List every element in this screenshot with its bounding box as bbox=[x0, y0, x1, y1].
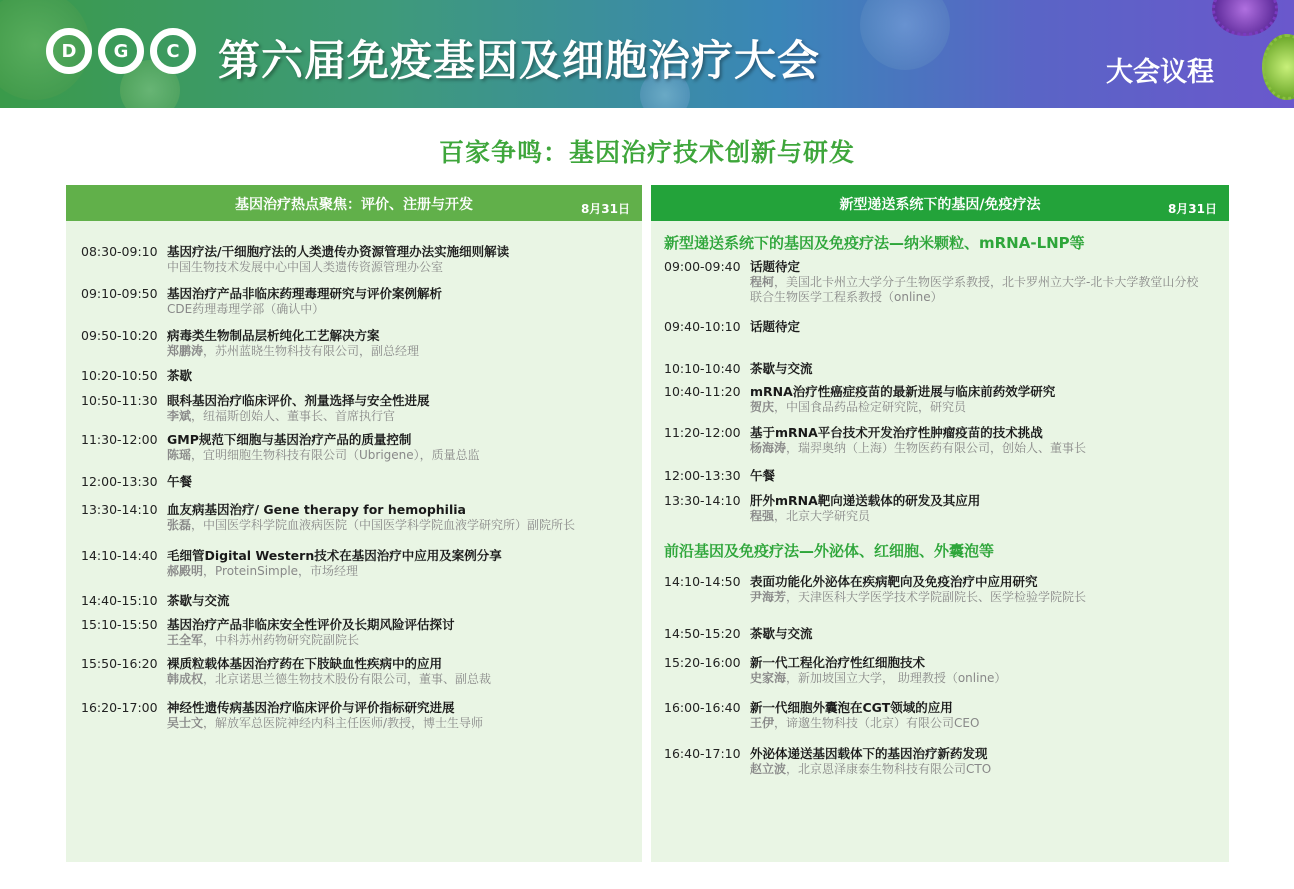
agenda-speaker bbox=[167, 671, 491, 688]
agenda-time: 14:50-15:20 bbox=[664, 626, 741, 641]
agenda-time: 10:50-11:30 bbox=[81, 393, 158, 408]
logo-letter: G bbox=[98, 28, 144, 74]
agenda-label: 大会议程 bbox=[1106, 57, 1214, 88]
agenda-time: 15:20-16:00 bbox=[664, 655, 741, 670]
agenda-time: 14:10-14:40 bbox=[81, 548, 158, 563]
agenda-title: 外泌体递送基因载体下的基因治疗新药发现 bbox=[750, 746, 988, 761]
agenda-time: 12:00-13:30 bbox=[664, 468, 741, 483]
agenda-title: 话题待定 bbox=[750, 259, 801, 274]
virus-decoration-icon bbox=[1212, 0, 1278, 36]
speaker-affiliation: CDE药理毒理学部（确认中） bbox=[167, 302, 325, 316]
agenda-title: 毛细管Digital Western技术在基因治疗中应用及案例分享 bbox=[167, 548, 502, 563]
agenda-speaker bbox=[167, 301, 324, 318]
speaker-affiliation: ，北京大学研究员 bbox=[774, 509, 871, 523]
agenda-time: 14:40-15:10 bbox=[81, 593, 158, 608]
speaker-affiliation: ，美国北卡州立大学分子生物医学系教授，北卡罗州立大学-北卡大学教堂山分校 bbox=[774, 275, 1199, 289]
agenda-speaker bbox=[167, 517, 575, 534]
speaker-affiliation: ，解放军总医院神经内科主任医师/教授，博士生导师 bbox=[203, 716, 484, 730]
speaker-affiliation-continued: 联合生物医学工程系教授（online） bbox=[750, 290, 943, 304]
agenda-time: 16:20-17:00 bbox=[81, 700, 158, 715]
speaker-name: 赵立波 bbox=[750, 762, 787, 776]
session-title: 基因治疗热点聚焦：评价、注册与开发 bbox=[235, 197, 473, 213]
agenda-time: 13:30-14:10 bbox=[664, 493, 741, 508]
agenda-time: 15:50-16:20 bbox=[81, 656, 158, 671]
speaker-name: 韩成权 bbox=[167, 672, 204, 686]
speaker-name: 李斌 bbox=[167, 409, 192, 423]
agenda-title: 基因治疗产品非临床药理毒理研究与评价案例解析 bbox=[167, 286, 443, 301]
speaker-name: 王全军 bbox=[167, 633, 204, 647]
speaker-name: 郑鹏涛 bbox=[167, 344, 204, 358]
agenda-title: 肝外mRNA靶向递送载体的研发及其应用 bbox=[750, 493, 981, 508]
speaker-affiliation: ，谛邈生物科技（北京）有限公司CEO bbox=[774, 716, 980, 730]
speaker-name: 史家海 bbox=[750, 671, 787, 685]
agenda-title: 表面功能化外泌体在疾病靶向及免疫治疗中应用研究 bbox=[750, 574, 1038, 589]
speaker-name: 张磊 bbox=[167, 518, 192, 532]
agenda-title: 血友病基因治疗/ Gene therapy for hemophilia bbox=[167, 502, 466, 517]
right-session-header bbox=[651, 185, 1229, 221]
speaker-affiliation: ，纽福斯创始人、董事长、首席执行官 bbox=[191, 409, 396, 423]
agenda-speaker bbox=[167, 632, 359, 649]
agenda-time: 08:30-09:10 bbox=[81, 244, 158, 259]
agenda-speaker bbox=[750, 508, 870, 525]
session-date: 8月31日 bbox=[1167, 202, 1217, 216]
agenda-title: 午餐 bbox=[750, 468, 776, 483]
session-date: 8月31日 bbox=[580, 202, 630, 216]
cell-decoration-icon bbox=[860, 0, 950, 70]
agenda-title: 话题待定 bbox=[750, 319, 801, 334]
speaker-affiliation: ，宜明细胞生物科技有限公司（Ubrigene），质量总监 bbox=[191, 448, 480, 462]
agenda-title: 茶歇 bbox=[167, 368, 193, 383]
agenda-time: 10:20-10:50 bbox=[81, 368, 158, 383]
right-session-panel bbox=[651, 185, 1229, 862]
speaker-name: 贺庆 bbox=[750, 400, 775, 414]
speaker-name: 吴士文 bbox=[167, 716, 204, 730]
subsection-heading: 前沿基因及免疫疗法—外泌体、红细胞、外囊泡等 bbox=[664, 542, 995, 560]
virus-decoration-icon bbox=[1262, 34, 1294, 100]
agenda-speaker bbox=[750, 589, 1086, 606]
agenda-title: 茶歇与交流 bbox=[750, 361, 813, 376]
agenda-title: 基于mRNA平台技术开发治疗性肿瘤疫苗的技术挑战 bbox=[750, 425, 1043, 440]
speaker-name: 尹海芳 bbox=[750, 590, 787, 604]
logo-letter: C bbox=[150, 28, 196, 74]
agenda-title: 病毒类生物制品层析纯化工艺解决方案 bbox=[167, 328, 380, 343]
agenda-speaker bbox=[167, 343, 419, 360]
agenda-speaker bbox=[167, 563, 358, 580]
agenda-time: 13:30-14:10 bbox=[81, 502, 158, 517]
agenda-speaker bbox=[167, 715, 483, 732]
speaker-affiliation: ，瑞羿奥纳（上海）生物医药有限公司，创始人、董事长 bbox=[786, 441, 1087, 455]
agenda-time: 14:10-14:50 bbox=[664, 574, 741, 589]
agenda-time: 09:10-09:50 bbox=[81, 286, 158, 301]
agenda-time: 09:00-09:40 bbox=[664, 259, 741, 274]
speaker-affiliation: ，中国食品药品检定研究院，研究员 bbox=[774, 400, 967, 414]
agenda-speaker bbox=[167, 259, 443, 276]
agenda-time: 16:00-16:40 bbox=[664, 700, 741, 715]
agenda-title: GMP规范下细胞与基因治疗产品的质量控制 bbox=[167, 432, 412, 447]
session-title: 新型递送系统下的基因/免疫疗法 bbox=[839, 197, 1041, 213]
speaker-affiliation: ，中国医学科学院血液病医院（中国医学科学院血液学研究所）副院所长 bbox=[191, 518, 576, 532]
speaker-name: 郝殿明 bbox=[167, 564, 204, 578]
dgc-logo bbox=[46, 28, 196, 74]
agenda-title: 午餐 bbox=[167, 474, 193, 489]
speaker-name: 陈瑶 bbox=[167, 448, 192, 462]
agenda-speaker bbox=[167, 447, 480, 464]
speaker-name: 杨海涛 bbox=[750, 441, 787, 455]
speaker-affiliation: ，北京恩泽康泰生物科技有限公司CTO bbox=[786, 762, 992, 776]
agenda-speaker bbox=[750, 715, 979, 732]
agenda-title: 神经性遗传病基因治疗临床评价与评价指标研究进展 bbox=[167, 700, 455, 715]
agenda-speaker bbox=[750, 440, 1086, 457]
agenda-time: 10:10-10:40 bbox=[664, 361, 741, 376]
agenda-speaker bbox=[750, 399, 966, 416]
agenda-time: 11:30-12:00 bbox=[81, 432, 158, 447]
agenda-time: 12:00-13:30 bbox=[81, 474, 158, 489]
speaker-affiliation: ，新加坡国立大学， 助理教授（online） bbox=[786, 671, 1007, 685]
agenda-speaker bbox=[750, 670, 1006, 687]
agenda-title: 基因治疗产品非临床安全性评价及长期风险评估探讨 bbox=[167, 617, 455, 632]
agenda-title: 眼科基因治疗临床评价、剂量选择与安全性进展 bbox=[167, 393, 430, 408]
speaker-affiliation: 中国生物技术发展中心中国人类遗传资源管理办公室 bbox=[167, 260, 444, 274]
agenda-time: 15:10-15:50 bbox=[81, 617, 158, 632]
agenda-time: 11:20-12:00 bbox=[664, 425, 741, 440]
agenda-speaker bbox=[167, 408, 395, 425]
speaker-affiliation: ，ProteinSimple，市场经理 bbox=[203, 564, 359, 578]
logo-letter: D bbox=[46, 28, 92, 74]
agenda-title: 新一代工程化治疗性红细胞技术 bbox=[750, 655, 926, 670]
speaker-affiliation: ，天津医科大学医学技术学院副院长、医学检验学院院长 bbox=[786, 590, 1087, 604]
subsection-heading: 新型递送系统下的基因及免疫疗法—纳米颗粒、mRNA-LNP等 bbox=[664, 234, 1085, 252]
speaker-affiliation: ，中科苏州药物研究院副院长 bbox=[203, 633, 360, 647]
agenda-time: 10:40-11:20 bbox=[664, 384, 741, 399]
speaker-name: 王伊 bbox=[750, 716, 775, 730]
agenda-title: mRNA治疗性癌症疫苗的最新进展与临床前药效学研究 bbox=[750, 384, 1056, 399]
speaker-affiliation: ，苏州蓝晓生物科技有限公司，副总经理 bbox=[203, 344, 420, 358]
agenda-speaker bbox=[750, 761, 991, 778]
agenda-time: 16:40-17:10 bbox=[664, 746, 741, 761]
speaker-name: 程柯 bbox=[750, 275, 775, 289]
agenda-title: 裸质粒载体基因治疗药在下肢缺血性疾病中的应用 bbox=[167, 656, 443, 671]
agenda-title: 新一代细胞外囊泡在CGT领域的应用 bbox=[750, 700, 953, 715]
speaker-name: 程强 bbox=[750, 509, 775, 523]
agenda-title: 茶歇与交流 bbox=[167, 593, 230, 608]
agenda-time: 09:40-10:10 bbox=[664, 319, 741, 334]
header-banner bbox=[0, 0, 1294, 108]
speaker-affiliation: ，北京诺思兰德生物技术股份有限公司，董事、副总裁 bbox=[203, 672, 492, 686]
left-session-header bbox=[66, 185, 642, 221]
agenda-title: 茶歇与交流 bbox=[750, 626, 813, 641]
agenda-time: 09:50-10:20 bbox=[81, 328, 158, 343]
conference-title: 第六届免疫基因及细胞治疗大会 bbox=[218, 36, 821, 85]
agenda-title: 基因疗法/干细胞疗法的人类遗传办资源管理办法实施细则解读 bbox=[167, 244, 510, 259]
left-session-panel bbox=[66, 185, 642, 862]
section-title: 百家争鸣：基因治疗技术创新与研发 bbox=[438, 138, 855, 167]
